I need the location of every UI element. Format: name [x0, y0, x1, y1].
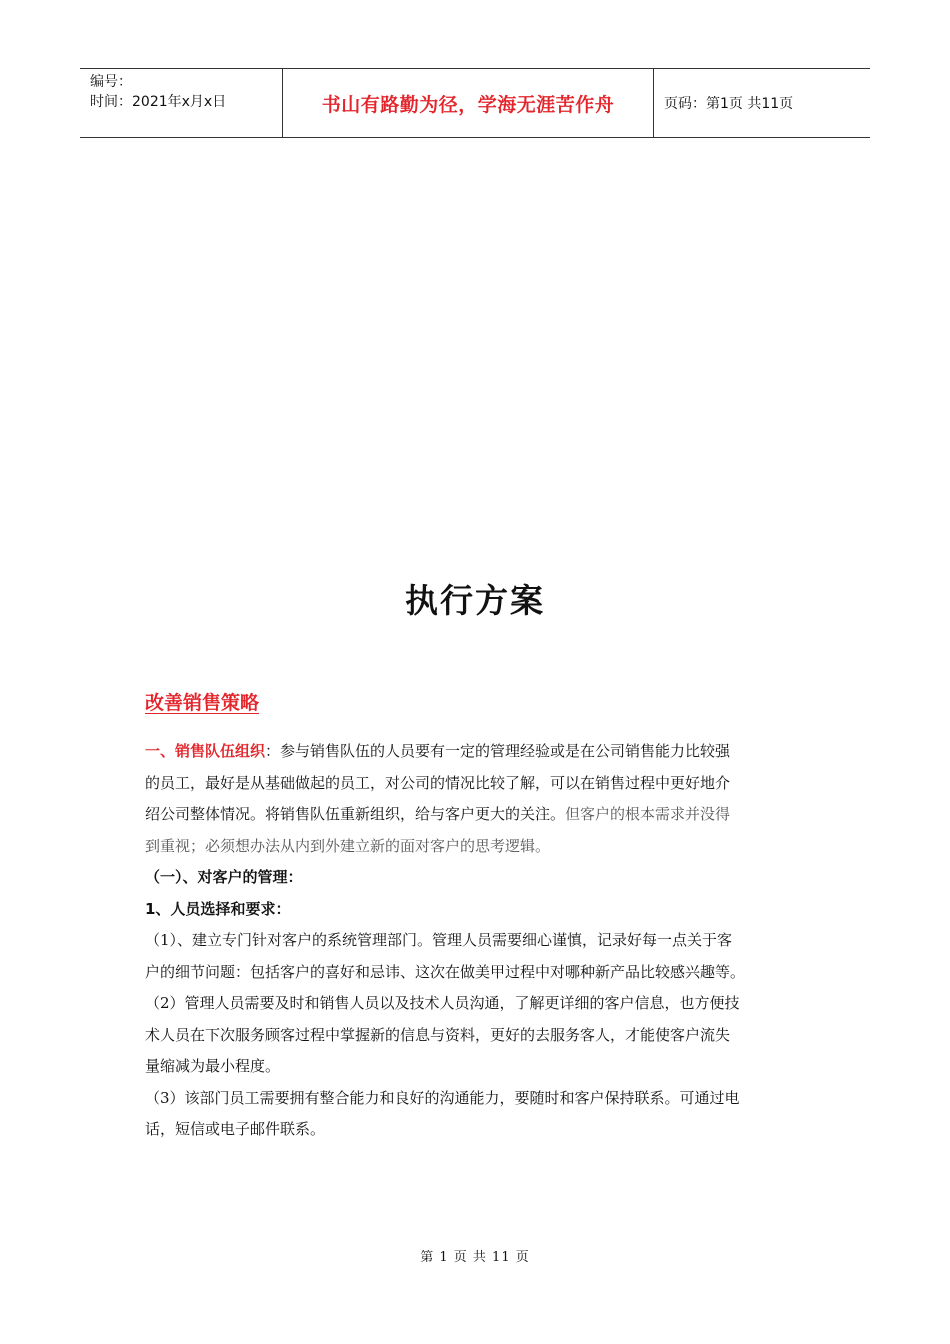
paragraph-text: ：参与销售队伍的人员要有一定的管理经验或是在公司销售能力比较强 — [265, 742, 731, 760]
paragraph-line: （2）管理人员需要及时和销售人员以及技术人员沟通，了解更详细的客户信息，也方便技 — [145, 994, 740, 1012]
paragraph-line: 到重视；必须想办法从内到外建立新的面对客户的思考逻辑。 — [145, 836, 551, 855]
subheading: 1、人员选择和要求： — [145, 899, 291, 918]
header-table — [80, 68, 870, 138]
paragraph-line: 户的细节问题：包括客户的喜好和忌讳、这次在做美甲过程中对哪种新产品比较感兴趣等。 — [145, 962, 746, 981]
header-slogan: 书山有路勤为径，学海无涯苦作舟 — [282, 69, 654, 137]
section-heading: 改善销售策略 — [145, 692, 260, 714]
paragraph-line — [145, 799, 805, 831]
paragraph-line: 量缩减为最小程度。 — [145, 1057, 281, 1075]
page-footer: 第 1 页 共 11 页 — [420, 1250, 530, 1265]
doc-time-label: 时间：2021年x月x日 — [90, 94, 227, 110]
header-page-info: 页码：第1页 共11页 — [664, 96, 794, 112]
paragraph-text: 绍公司整体情况。将销售队伍重新组织，给与客户更大的关注。 — [145, 805, 566, 823]
paragraph-text: 但客户的根本需求并没得 — [565, 805, 731, 823]
header-meta — [80, 69, 282, 137]
doc-number-label: 编号： — [90, 74, 132, 90]
paragraph-line: 的员工，最好是从基础做起的员工，对公司的情况比较了解，可以在销售过程中更好地介 — [145, 773, 731, 792]
paragraph-line: （1）、建立专门针对客户的系统管理部门。管理人员需要细心谨慎，记录好每一点关于客 — [145, 931, 733, 949]
document-title: 执行方案 — [405, 581, 545, 620]
item-label: 一、销售队伍组织 — [145, 742, 266, 760]
document-body — [145, 736, 805, 1146]
paragraph-line: （3）该部门员工需要拥有整合能力和良好的沟通能力，要随时和客户保持联系。可通过电 — [145, 1088, 740, 1107]
paragraph-line — [145, 736, 805, 768]
subheading: （一）、对客户的管理： — [145, 868, 303, 886]
paragraph-line: 术人员在下次服务顾客过程中掌握新的信息与资料，更好的去服务客人，才能使客户流失 — [145, 1025, 731, 1044]
paragraph-line: 话，短信或电子邮件联系。 — [145, 1120, 326, 1138]
